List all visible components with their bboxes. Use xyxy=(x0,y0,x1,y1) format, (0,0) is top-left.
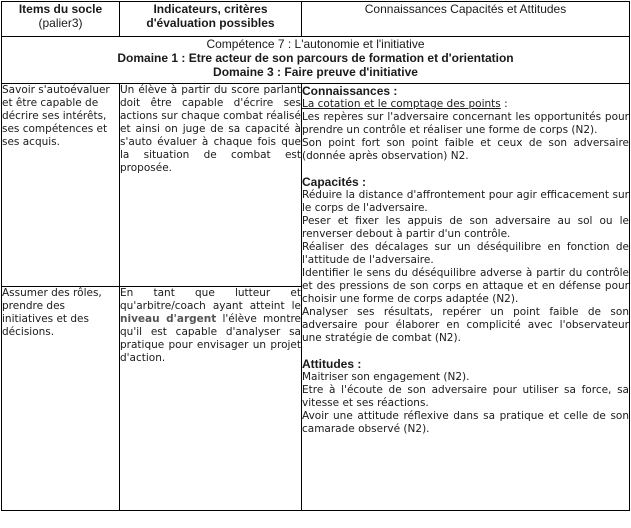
knowledge-p2: Son point fort son point faible et ceux de son adversaire (donnée après observation) N2. xyxy=(302,137,629,162)
competence-table xyxy=(1,1,630,511)
header-knowledge xyxy=(302,2,630,37)
header-indicators-title: Indicateurs, critères xyxy=(153,2,268,16)
capacities-p4: Identifier le sens du déséquilibre adverse à partir du contrôle et des pressions de son corps en attaque et en défense pour choisir une forme de corps adaptée (N2). xyxy=(302,267,629,305)
knowledge-p1: Les repères sur l'adversaire concernant les opportunités pour prendre un contrôle et réaliser une forme de corps (N2). xyxy=(302,111,629,136)
header-indicators-sub: d'évaluation possibles xyxy=(146,16,275,30)
header-knowledge-title: Connaissances Capacités et Attitudes xyxy=(364,2,567,16)
indicator-roles xyxy=(120,287,302,511)
domain-1: Domaine 1 : Etre acteur de son parcours de formation et d'orientation xyxy=(117,51,514,65)
attitudes-p2: Etre à l'écoute de son adversaire pour utiliser sa force, sa vitesse et ses réactions. xyxy=(302,384,629,409)
domain-3: Domaine 3 : Faire preuve d'initiative xyxy=(213,65,418,79)
capacities-p3: Réaliser des décalages sur un déséquilibre en fonction de l'attitude de l'adversaire. xyxy=(302,241,629,266)
capacities-p5: Analyser ses résultats, repérer un point faible de son adversaire pour élaborer en complicité avec l'observateur une stratégie de combat (N2). xyxy=(302,306,629,344)
competence-band-row xyxy=(2,37,630,84)
attitudes-p3: Avoir une attitude réflexive dans sa pratique et celle de son camarade observé (N2). xyxy=(302,410,629,435)
knowledge-subtitle-suffix: : xyxy=(500,98,508,110)
header-items-title: Items du socle xyxy=(18,2,103,16)
indicator-roles-text xyxy=(120,287,301,365)
item-self-evaluation-text: Savoir s'autoévaluer et être capable de décrire ses intérêts, ses compétences et ses acquis. xyxy=(2,84,110,148)
knowledge-title: Connaissances : xyxy=(302,84,398,98)
attitudes-p1: Maitriser son engagement (N2). xyxy=(302,371,470,383)
capacities-title: Capacités : xyxy=(302,175,367,189)
attitudes-title: Attitudes : xyxy=(302,357,362,371)
item-self-evaluation xyxy=(2,84,120,287)
capacities-p2: Peser et fixer les appuis de son adversaire au sol ou le renverser debout à partir d'un contrôle. xyxy=(302,215,629,240)
indicator-self-evaluation-text: Un élève à partir du score parlant doit être capable d'écrire ses actions sur chaque combat réalisé et ainsi on juge de sa capacité à s'auto évaluer à chaque fois que la situation de combat est proposée. xyxy=(120,84,301,174)
item-roles xyxy=(2,287,120,511)
indicator-roles-level: niveau d'argent xyxy=(120,313,217,325)
indicator-roles-a: En tant que lutteur et qu'arbitre/coach ayant atteint le xyxy=(120,287,301,312)
content-row-1 xyxy=(2,84,630,287)
knowledge-cell xyxy=(302,84,630,511)
item-roles-text: Assumer des rôles, prendre des initiatives et des décisions. xyxy=(2,287,102,338)
header-items-sub: (palier3) xyxy=(38,16,83,30)
indicator-roles-b: l'élève montre qu'il est capable d'analyser sa pratique pour envisager un projet d'action. xyxy=(120,313,301,364)
capacities-p1: Réduire la distance d'affrontement pour agir efficacement sur le corps de l'adversaire. xyxy=(302,189,629,214)
header-indicators xyxy=(120,2,302,37)
knowledge-subtitle xyxy=(302,98,629,111)
header-items xyxy=(2,2,120,37)
header-row xyxy=(2,2,630,37)
competence-title: Compétence 7 : L'autonomie et l'initiative xyxy=(206,37,425,51)
knowledge-subtitle-text: La cotation et le comptage des points xyxy=(302,98,501,110)
indicator-self-evaluation xyxy=(120,84,302,287)
competence-band xyxy=(2,37,630,84)
